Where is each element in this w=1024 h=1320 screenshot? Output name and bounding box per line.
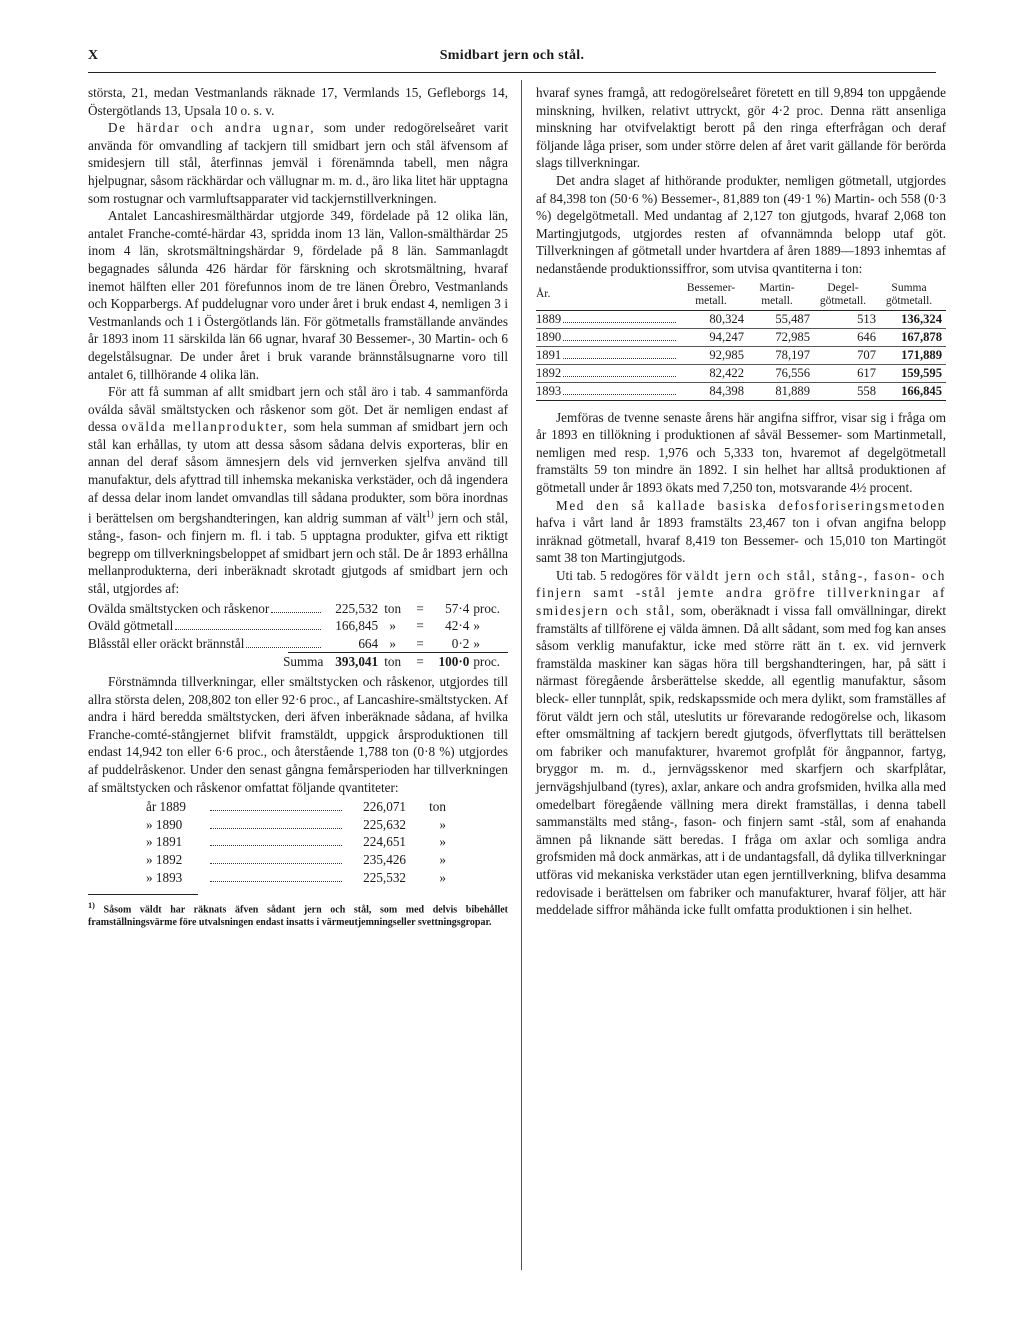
paragraph-text: För att få summan af allt smidbart jern och stål äro i tab. 4 sammanförda oválda såväl smältstycken och råskenor som göt. Det är nemligen endast af dessa bbox=[88, 384, 508, 435]
cell-summa: 136,324 bbox=[901, 311, 942, 326]
row-unit: ton bbox=[384, 600, 402, 616]
five-year-list bbox=[146, 798, 446, 886]
row-value: 225,532 bbox=[335, 600, 379, 616]
total-equals: = bbox=[416, 654, 424, 670]
right-paragraph-3: Jemföras de tvenne senaste årens här angifna siffror, visar sig i fråga om år 1893 en tillökning i produktionen af såväl Bessemer- som Martinmetall, nemligen med resp. 1,976 och 5,333 ton, hvaremot af degelgötmetall framstälts 59 ton mindre än 1892. I sin helhet har alltså produktionen af götmetall under år 1893 ökats med 7,250 ton, motsvarande 4½ procent. bbox=[536, 409, 946, 495]
year-row bbox=[146, 869, 446, 887]
summary-row bbox=[88, 617, 508, 635]
footnote bbox=[88, 899, 508, 929]
total-label: Summa bbox=[283, 654, 324, 670]
row-value: 664 bbox=[358, 635, 379, 651]
year-row bbox=[146, 833, 446, 851]
cell-degel: 707 bbox=[857, 347, 876, 362]
year-label: » 1890 bbox=[146, 816, 183, 832]
year-row bbox=[146, 851, 446, 869]
year-value: 225,532 bbox=[363, 869, 406, 885]
footnote-text: Såsom väldt har räknats äfven sådant jern och stål, som med delvis bibehållet framställningsvärme före utvalsningen endast insatts i värmeutjemningseller svettningsgropar. bbox=[88, 904, 508, 929]
left-paragraph-2 bbox=[88, 119, 508, 207]
column-header: År. bbox=[536, 287, 551, 300]
cell-bessemer: 94,247 bbox=[709, 329, 744, 344]
cell-summa: 167,878 bbox=[901, 329, 942, 344]
year-unit: » bbox=[439, 851, 446, 867]
year-label: » 1891 bbox=[146, 834, 183, 850]
table-body bbox=[536, 310, 946, 401]
cell-bessemer: 82,422 bbox=[709, 365, 744, 380]
row-unit: » bbox=[389, 635, 396, 651]
right-paragraph-5 bbox=[536, 567, 946, 919]
cell-martin: 55,487 bbox=[775, 311, 810, 326]
row-percent-unit: proc. bbox=[473, 600, 501, 616]
row-equals: = bbox=[416, 618, 424, 634]
cell-martin: 76,556 bbox=[775, 365, 810, 380]
year-label: » 1892 bbox=[146, 851, 183, 867]
row-percent-unit: » bbox=[473, 635, 480, 651]
year-value: 226,071 bbox=[363, 799, 406, 815]
page-number: X bbox=[88, 48, 99, 63]
column-header: Degel-götmetall. bbox=[819, 281, 867, 307]
cell-year: 1889 bbox=[536, 311, 562, 326]
cell-degel: 646 bbox=[857, 329, 876, 344]
right-column bbox=[536, 84, 946, 919]
year-row bbox=[146, 816, 446, 834]
summary-row bbox=[88, 600, 508, 618]
left-paragraph-5: Förstnämnda tillverkningar, eller smältstycken och råskenor, utgjordes till allra största delen, 208,802 ton eller 92·6 proc., af Lancashire-smältstycken. Af andra i härd beredda smältstycken, deri äfven inberäknade sådana, af hvilka Franche-comté-stångjernet blifvit framstäldt, uppgick årsproduktionen till endast 14,942 ton eller 6·6 proc., och återstående 1,788 ton (0·8 %) utgjordes af puddelråskenor. Under den senast gångna femårsperioden har tillverkningen af smältstycken och råskenor omfattat följande qvantiteter: bbox=[88, 673, 508, 795]
row-percent: 42·4 bbox=[445, 618, 470, 634]
table-row bbox=[536, 382, 946, 400]
total-value: 393,041 bbox=[335, 654, 379, 670]
table-header bbox=[536, 282, 946, 308]
row-percent: 57·4 bbox=[445, 600, 470, 616]
spaced-phrase: ovälda mellanprodukter, bbox=[121, 419, 289, 435]
paragraph-text: som hela summan af smidbart jern och stål kan erhållas, ty utom att dessa såsom sådana delvis exporteras, blir en annan del deraf såsom ämnesjern dels vid jernverken sjelfva använd till manufaktur, dels afyttrad till inhemska mekaniska verkstäder, och då ingendera af dessa delar inom landet omvandlas till sådana produkter, som böra inordnas i berättelsen om bergshandteringen, kan aldrig summan af vält bbox=[88, 419, 508, 526]
intermediate-products-summary bbox=[88, 600, 508, 671]
cell-summa: 171,889 bbox=[901, 347, 942, 362]
column-header: Bessemer-metall. bbox=[686, 281, 736, 307]
spaced-phrase: väldt jern och stål, stång-, fason- och finjern samt -stål jemte andra gröfre tillverkningar af smidesjern och stål, bbox=[536, 567, 946, 619]
year-label: år 1889 bbox=[146, 799, 186, 815]
year-label: » 1893 bbox=[146, 869, 183, 885]
year-value: 224,651 bbox=[363, 834, 406, 850]
table-row bbox=[536, 346, 946, 364]
row-equals: = bbox=[416, 635, 424, 651]
cell-degel: 513 bbox=[857, 311, 876, 326]
year-unit: » bbox=[439, 869, 446, 885]
year-unit: ton bbox=[429, 799, 446, 815]
spaced-phrase: De härdar och andra ugnar, bbox=[108, 120, 316, 136]
paragraph-text: hafva i vårt land år 1893 framstälts 23,467 ton i ofvan angifna belopp inräknad götmetall, hvaraf 8,419 ton Bessemer- och 15,010 ton Martingöt samt 38 ton Martingjutgods. bbox=[536, 515, 946, 566]
paragraph-text: jern och stål, stång-, fason- och finjern m. fl. i tab. 5 upptagna produkter, gifva ett riktigt begrepp om tillverkningsbeloppet af smidbart jern och stål. De år 1893 erhållna mellanprodukterna, deri inberäknadt skrotadt gjutgods af smidbart jern och stål, utgjordes af: bbox=[88, 510, 509, 597]
row-percent: 0·2 bbox=[451, 635, 470, 651]
footnote-rule bbox=[88, 894, 198, 895]
year-unit: » bbox=[439, 816, 446, 832]
cell-summa: 166,845 bbox=[901, 383, 942, 398]
year-value: 235,426 bbox=[363, 851, 406, 867]
cell-degel: 617 bbox=[857, 365, 876, 380]
paragraph-text: Uti tab. 5 redogöres för bbox=[556, 567, 686, 583]
year-value: 225,632 bbox=[363, 816, 406, 832]
row-unit: » bbox=[389, 618, 396, 634]
cell-year: 1893 bbox=[536, 383, 562, 398]
column-header: Summa götmetall. bbox=[885, 281, 933, 307]
total-unit: ton bbox=[384, 654, 402, 670]
cell-bessemer: 92,985 bbox=[709, 347, 744, 362]
footnote-mark: 1) bbox=[88, 901, 95, 911]
left-paragraph-3: Antalet Lancashiresmälthärdar utgjorde 349, fördelade på 12 olika län, antalet Franche-comté-härdar 43, spridda inom 13 län, Vallon-smälthärdar 25 inom 4 län, skrotsmältningshärdar 9, fördelade på 8 län. Sammanlagdt begagnades sålunda 426 härdar för färskning och skrotsmältning, hvaraf inemot hälften eller 201 förefunnos inom de tre länen Örebro, Vestmanlands och Kopparbergs. Af puddelugnar voro under året i bruk endast 4, nemligen 3 i Vestmanlands och 1 i Östergötlands län. För götmetalls framställande användes år 1893 inom 11 särskilda län 66 ugnar, hvaraf 30 Bessemer-, 30 Martin- och 6 degelstålsugnar. De under året i bruk varande brännstålsugnarne voro till antalet 6, tillhörande 4 olika län. bbox=[88, 208, 508, 382]
table-row bbox=[536, 328, 946, 346]
cell-degel: 558 bbox=[857, 383, 876, 398]
cell-martin: 72,985 bbox=[775, 329, 810, 344]
cell-year: 1890 bbox=[536, 329, 562, 344]
paragraph-text: som under redogörelseåret varit använda för omvandling af tackjern till smidbart jern och stål äfvensom af smidesjern till stål, återfinnas jemväl i förenämnda tabell, men några hjelpugnar, såsom räckhärdar och vällugnar m. m. d., äro lika litet här upptagna som rostugnar och varmluftsapparater vid tackjernstillverkningen. bbox=[88, 120, 509, 206]
left-paragraph-4 bbox=[88, 383, 508, 598]
table-row bbox=[536, 364, 946, 382]
summary-total-row bbox=[88, 653, 508, 671]
left-paragraph-1: största, 21, medan Vestmanlands räknade 17, Vermlands 15, Gefleborgs 14, Östergötlands 13, Upsala 10 o. s. v. bbox=[88, 85, 508, 118]
paragraph-text: som, oberäknadt i vissa fall omvällningar, direkt framstälts af tillförene ej välda ämnen. Då allt sådant, som med fog kan anses såsom verklig manufaktur, icke med större rätt än t. ex. vid jernverk framstälda maskiner kan sägas höra till bergshandteringen, har, på sätt i närmast föregående årsberättelse skedde, all egentlig manufaktur, såsom bleck- eller tunnplåt, spik, redskapssmide och mera dylikt, som framställes af förut väldt jern och stål, uteslutits ur förevarande redogörelse och, likasom efter omsmältning af tackjern beredt gjutgods, öfverflyttats till berättelsen om fabriker och manufakturer, hvaremot grofplåt för ångpannor, fartyg, bryggor m. m. d., jernvägsskenor med skarfjern och skarfplåtar, jernvägshjulband (tyres), axlar, ankare och andra grofsmiden, hvilka alla med omedelbart föregående vällning mera direkt framställas, i denna tabell sammanstälts med stång-, fason- och finjern samt -stål, som af enahanda ämnen på liknande sätt beredas. I fråga om axlar och somliga andra grofsmiden må dock anmärkas, att i de undantagsfall, då dylika tillverkningar utföras vid mekaniska verkstäder utan egen jerntillverkning, blifva desamma redovisade i berättelsen om fabriker och manufakturer, hvaraf följer, att här meddelade siffror måhända icke fullt omfatta produktionen i sin helhet. bbox=[536, 603, 946, 918]
row-percent-unit: » bbox=[473, 618, 480, 634]
row-label: Oväld götmetall bbox=[88, 618, 174, 634]
cell-year: 1892 bbox=[536, 365, 562, 380]
right-paragraph-2: Det andra slaget af hithörande produkter, nemligen götmetall, utgjordes af 84,398 ton (50·6 %) Bessemer-, 81,889 ton (49·1 %) Martin- och 558 (0·3 %) degelgötmetall. Med undantag af 2,127 ton gjutgods, hvaraf 2,068 ton Martingjutgods, utgjordes resten af ofvannämnda belopp utaf göt. Tillverkningen af götmetall under hvartdera af åren 1889—1893 inhemtas af nedanstående produktionssiffror, som utvisa qvantiterna i ton: bbox=[536, 172, 946, 276]
total-percent-unit: proc. bbox=[473, 654, 501, 670]
total-percent: 100·0 bbox=[438, 654, 470, 670]
running-title: Smidbart jern och stål. bbox=[439, 48, 585, 63]
right-paragraph-1: hvaraf synes framgå, att redogörelseåret företett en till 9,894 ton uppgående minskning, hvilken, relativt uttryckt, gör 4·2 proc. Denna rätt ansenliga minskning har otvifvelaktigt berott på den ringa efterfrågan och deraf följande låga priser, som under större delen af året varit gällande för berörda slags tillverkningar. bbox=[536, 85, 946, 171]
header-rule bbox=[88, 72, 936, 73]
table-row bbox=[536, 311, 946, 328]
spaced-phrase: Med den så kallade basiska defosforiseringsmetoden bbox=[556, 497, 946, 513]
cell-summa: 159,595 bbox=[901, 365, 942, 380]
cell-martin: 81,889 bbox=[775, 383, 810, 398]
cell-bessemer: 80,324 bbox=[709, 311, 744, 326]
running-header bbox=[88, 48, 936, 70]
year-row bbox=[146, 798, 446, 816]
row-value: 166,845 bbox=[335, 618, 379, 634]
row-equals: = bbox=[416, 600, 424, 616]
cell-year: 1891 bbox=[536, 347, 562, 362]
right-paragraph-4 bbox=[536, 497, 946, 567]
column-header: Martin-metall. bbox=[759, 281, 795, 307]
column-divider bbox=[521, 80, 522, 1270]
cell-bessemer: 84,398 bbox=[709, 383, 744, 398]
footnote-ref: 1) bbox=[426, 509, 434, 520]
year-unit: » bbox=[439, 834, 446, 850]
cell-martin: 78,197 bbox=[775, 347, 810, 362]
summary-row bbox=[88, 635, 508, 653]
row-label: Ovälda smältstycken och råskenor bbox=[88, 600, 270, 616]
production-table bbox=[536, 282, 946, 401]
left-column bbox=[88, 84, 508, 929]
row-label: Blåsstål eller oräckt brännstål bbox=[88, 635, 245, 651]
